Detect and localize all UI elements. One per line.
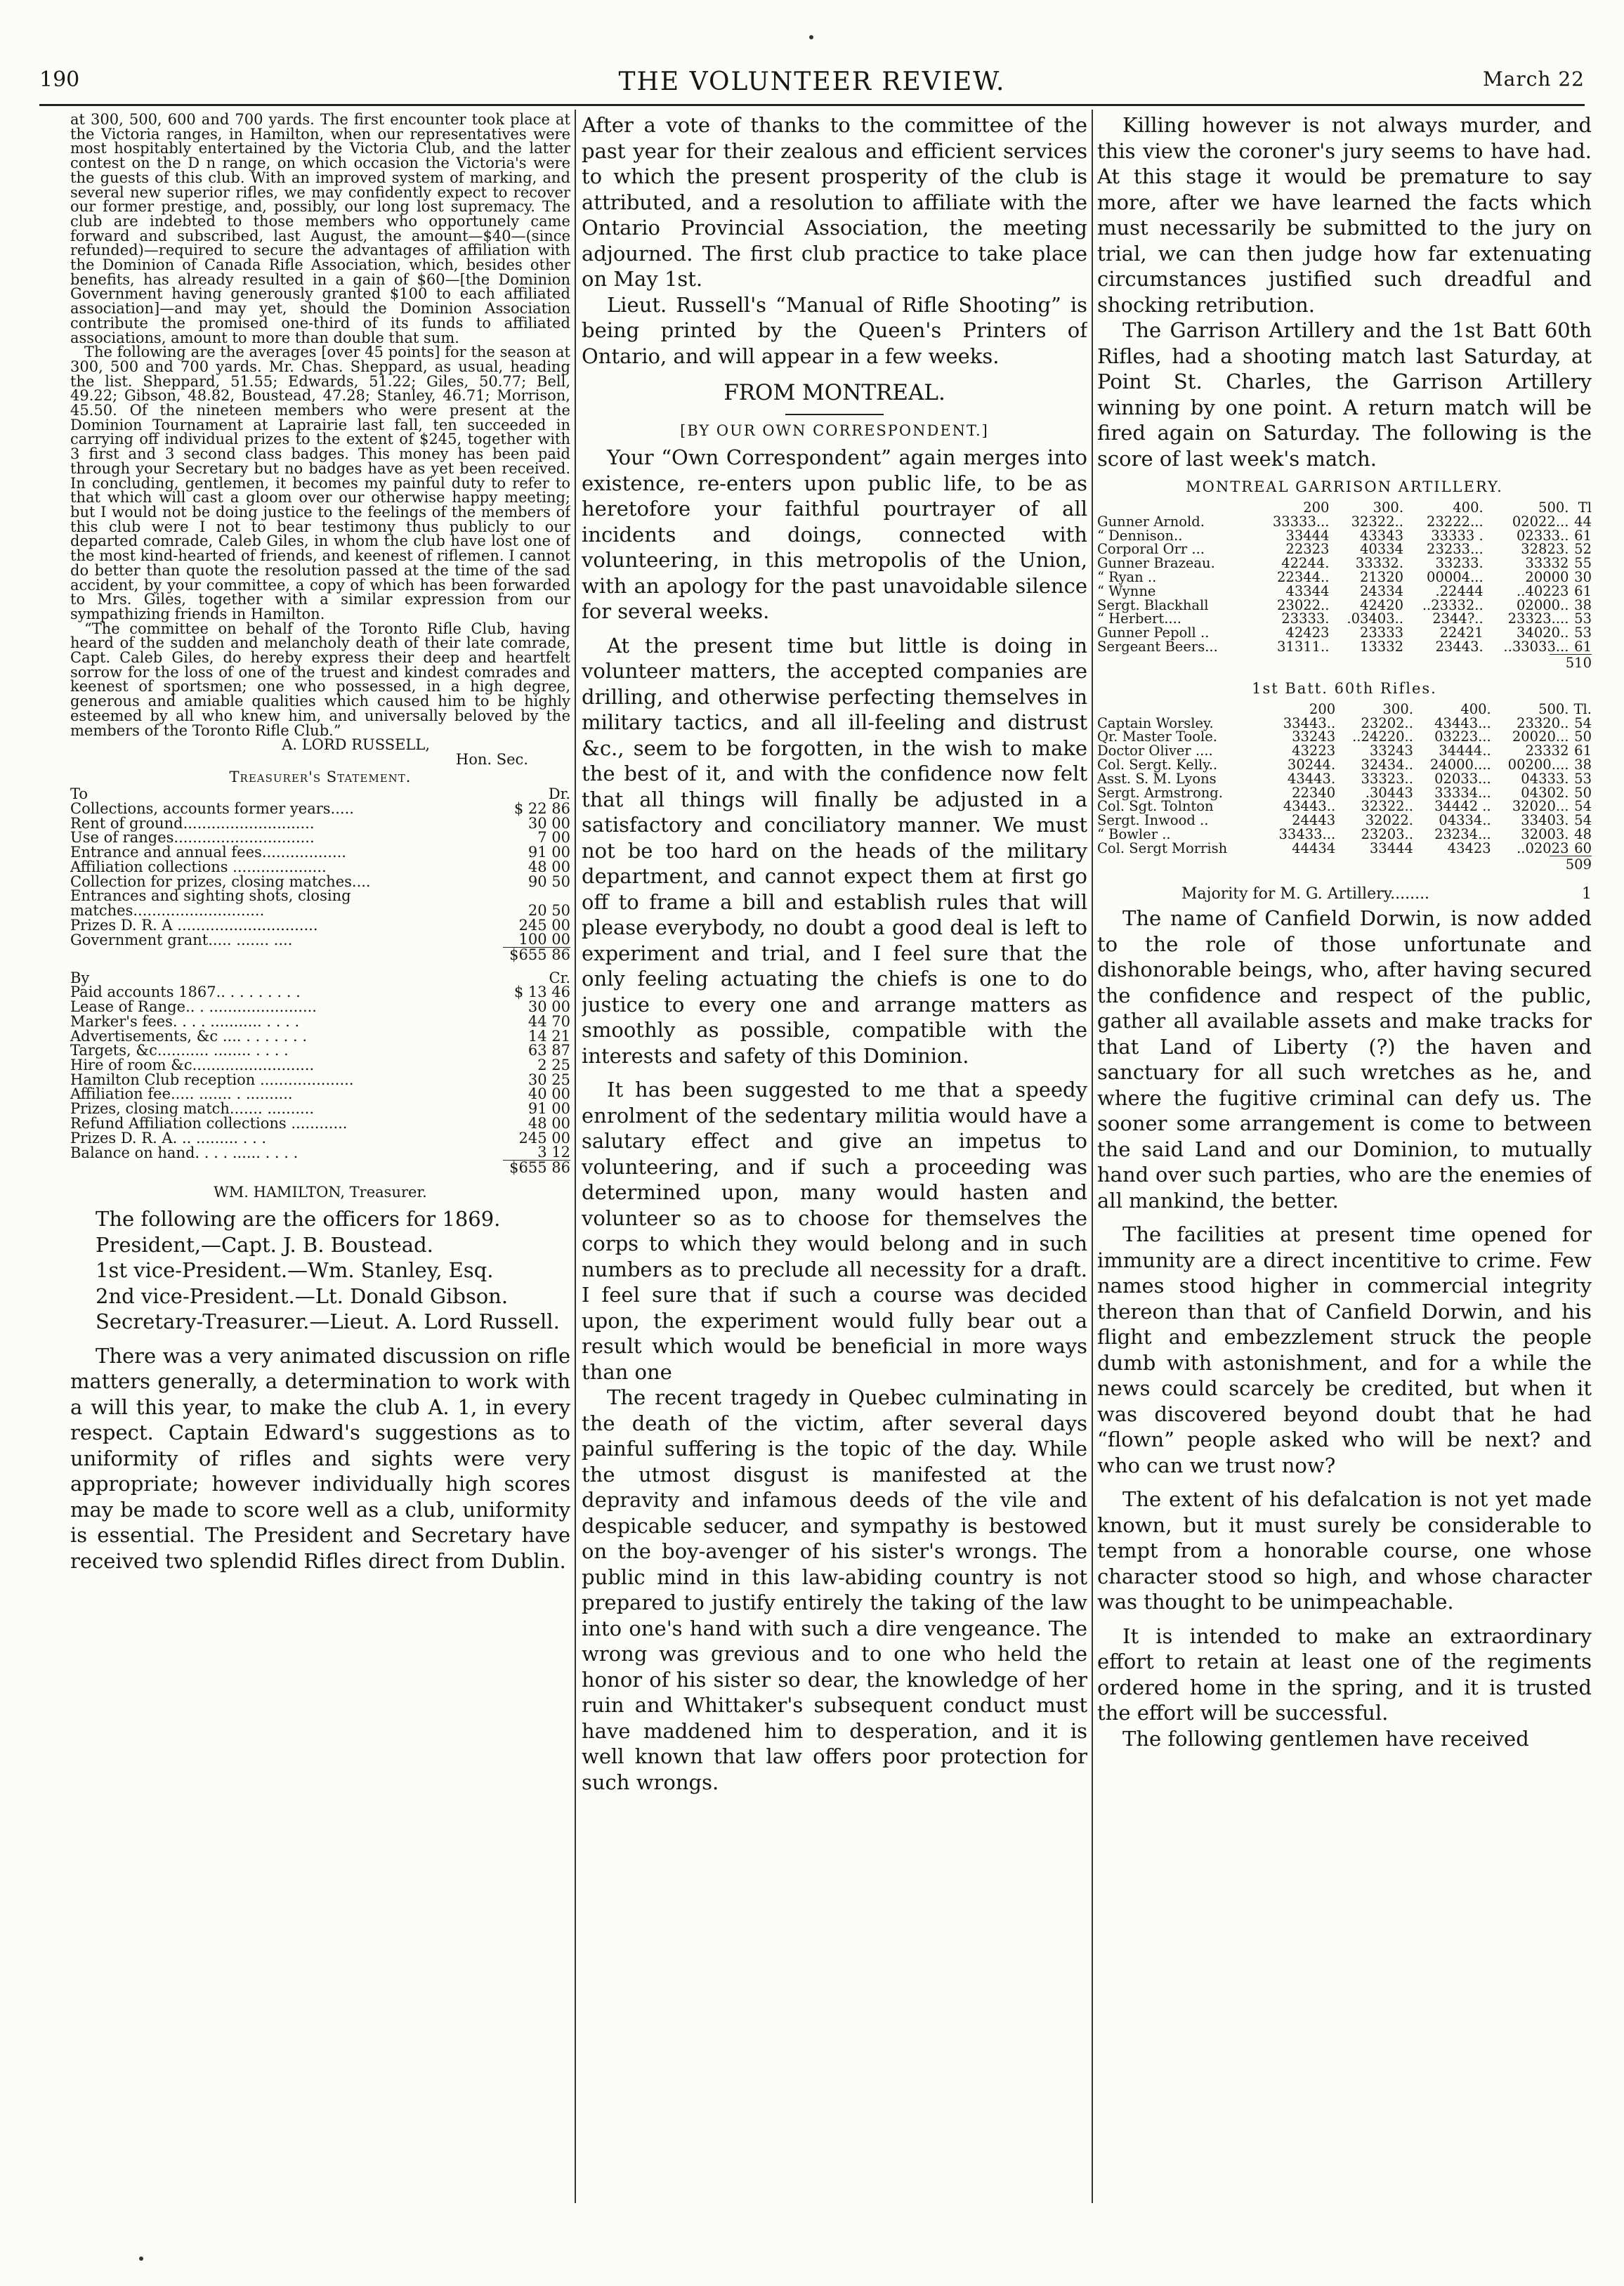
debit-row (70, 830, 570, 845)
credit-row (70, 1102, 570, 1116)
table1-score-s200: 33333... (1272, 513, 1330, 530)
table1-score-s300: .03403.. (1347, 610, 1404, 627)
credit-item: Refund Affiliation collections ............ (70, 1114, 348, 1132)
table1-score-s300: 33332. (1355, 555, 1404, 572)
table1-row (1097, 570, 1592, 584)
credit-amount: 14 21 (528, 1027, 570, 1045)
credit-amount: 44 70 (528, 1012, 570, 1030)
print-mark-top (809, 35, 813, 39)
debit-row (70, 875, 570, 889)
table2-score-s200: 33443.. (1283, 714, 1336, 731)
debit-amount: 91 00 (528, 844, 570, 861)
table2-score-s300: 23203.. (1361, 825, 1413, 842)
facilities-paragraph: The facilities at present time opened for immunity are a direct incentitive to crime. Few names stood higher in commercial integrity thereon than that of Canfield Dorwin, and his flight and embezzlement struck the people dumb with astonishment, and for a while the news could scarcely be credited, but when it was discovered beyond doubt that he had “flown” people asked who will be next? and who can we trust now? (1097, 1222, 1592, 1477)
signature-title: Hon. Sec. (455, 750, 528, 768)
table1-score-s300: 13332 (1359, 638, 1404, 655)
heading-rule (785, 414, 884, 415)
table2-score-s200: 44434 (1292, 840, 1336, 856)
table2-score-tl: 48 (1574, 825, 1592, 842)
table2-row (1097, 842, 1592, 856)
defalcation-paragraph: The extent of his defalcation is not yet made known, but it must surely be considerable to tempt from a honorable course, one whose character stood so high, and whose character was thought to be unimpeachable. (1097, 1487, 1592, 1614)
table2-score-s400: 34442 .. (1434, 798, 1491, 815)
table2-score-s200: 24443 (1292, 812, 1336, 829)
table2-title: 1st Batt. 60th Rifles. (1252, 679, 1437, 697)
table2-score-s400: 02033... (1434, 770, 1491, 787)
table1-competitor: Gunner Brazeau. (1097, 555, 1215, 572)
table1-score-s400: 23222... (1427, 513, 1484, 530)
table1-score-s200: 31311.. (1277, 638, 1330, 655)
debit-amount: 48 00 (528, 858, 570, 875)
table1-col-header: Tl (1578, 499, 1592, 516)
table2-score-s400: 03223... (1434, 729, 1491, 745)
table2-score-s500: 04333. (1521, 770, 1569, 787)
table2-competitor: Sergt. Inwood .. (1097, 812, 1209, 829)
newspaper-title: THE VOLUNTEER REVIEW. (618, 67, 1006, 96)
table1-score-s500: 02022... (1512, 513, 1569, 530)
credit-row (70, 1116, 570, 1131)
credit-row (70, 1131, 570, 1146)
table1-score-tl: 53 (1574, 625, 1592, 641)
cr-label: Cr. (549, 969, 570, 986)
table1-score-s200: 43344 (1285, 582, 1330, 599)
officers-intro: The following are the officers for 1869. (96, 1207, 501, 1232)
debit-item: Collection for prizes, closing matches.... (70, 873, 371, 890)
credit-amount: $ 13 46 (513, 984, 570, 1001)
table2-score-s300: 33323.. (1361, 770, 1413, 787)
table1-score-s500: 20000 (1525, 568, 1569, 585)
table1-col-header: 500. (1538, 499, 1569, 516)
table1-score-s200: 42244. (1281, 555, 1330, 572)
table1-score-s400: ..23332.. (1422, 596, 1484, 613)
table1-score-s400: 00004... (1427, 568, 1484, 585)
credit-row (70, 1073, 570, 1088)
militia-paragraph: It has been suggested to me that a speedy enrolment of the sedentary militia would have a salutary effect and give an impetus to volunteering, and if such a proceeding was determined upon, many would hasten and volunteer so as to choose for themselves the corps to which they would belong and in such numbers as to preclude all necessity for a draft. I feel sure that if such a course was decided upon, the experiment would fully bear out a result which would be beneficial in more ways than one (582, 1078, 1087, 1384)
credit-amount: 91 00 (528, 1100, 570, 1118)
credit-row (70, 1145, 570, 1160)
credit-amount: 30 25 (528, 1071, 570, 1088)
table1-score-s500: 23323.... (1507, 610, 1569, 627)
credit-row (70, 1043, 570, 1058)
table1-score-s200: 33444 (1285, 527, 1330, 544)
debit-row (70, 816, 570, 831)
table2-score-s300: 32022. (1365, 812, 1413, 829)
table2-row (1097, 758, 1592, 772)
table2-score-s300: .30443 (1365, 784, 1413, 801)
credit-row (70, 1029, 570, 1044)
regiments-paragraph: It is intended to make an extraordinary effort to retain at least one of the regiments ordered home in the spring, and it is trusted the effort will be successful. (1097, 1624, 1592, 1725)
table2-score-s400: 33334... (1434, 784, 1491, 801)
table1-col-header: 300. (1373, 499, 1404, 516)
table1-score-tl: 53 (1574, 610, 1592, 627)
manual-paragraph: Lieut. Russell's “Manual of Rifle Shooting” is being printed by the Queen's Printers of Ontario, and will appear in a few weeks. (582, 292, 1087, 368)
table2-score-s200: 43443. (1287, 770, 1336, 787)
resolution-quote: “The committee on behalf of the Toronto Rifle Club, having heard of the sudden and melancholy death of their late comrade, Capt. Caleb Giles, do hereby express their deep and heartfelt sorrow for the loss of one of the truest and kindest comrades and keenest of sportsmen; one who possessed, in a high degree, generous and amiable qualities which caused him to be highly esteemed by all who knew him, and universally beloved by the members of the Toronto Rifle Club.” (70, 620, 570, 739)
cr-by: By (70, 969, 90, 986)
debit-amount: 100 00 (518, 931, 570, 948)
table1-competitor: “ Herbert.... (1097, 610, 1182, 627)
debit-item: Rent of ground............................ (70, 814, 315, 832)
table1-score-s300: 24334 (1359, 582, 1404, 599)
print-mark-bottom (139, 2256, 143, 2261)
table1-competitor: “ Dennison.. (1097, 527, 1183, 544)
officers-list (70, 1232, 570, 1335)
credit-amount: 48 00 (528, 1114, 570, 1132)
treasurer-signature: WM. HAMILTON, Treasurer. (214, 1183, 427, 1201)
table1-score-s400: 23443. (1435, 638, 1484, 655)
table1-score-tl: 61 (1574, 527, 1592, 544)
table2-score-tl: 60 (1574, 840, 1592, 856)
table1-title: MONTREAL GARRISON ARTILLERY. (1186, 478, 1503, 495)
table2-total: 509 (1550, 856, 1592, 873)
table1-score-tl: 61 (1574, 638, 1592, 655)
table2-competitor: Captain Worsley. (1097, 714, 1214, 731)
table1-row (1097, 626, 1592, 640)
debit-amount: 30 00 (528, 814, 570, 832)
table2-score-s400: 43443... (1434, 714, 1491, 731)
gentlemen-paragraph: The following gentlemen have received (1122, 1726, 1529, 1751)
correspondent-paragraph: Your “Own Correspondent” again merges into existence, re-enters upon public life, to be as heretofore your faithful pourtrayer of all incidents and doings, connected with volunteering, in this metropolis of the Union, with an apology for the past unavoidable silence for several weeks. (582, 445, 1087, 623)
debit-table (70, 787, 570, 962)
credit-item: Balance on hand. . . . ...... . . . . (70, 1144, 299, 1161)
table2-score-s400: 23234... (1434, 825, 1491, 842)
table1-score-s300: 32322.. (1351, 513, 1404, 530)
table2-row (1097, 744, 1592, 758)
table2-score-s500: 23332 (1525, 743, 1569, 759)
dr-label: Dr. (548, 785, 570, 803)
table2-score-tl: 38 (1574, 756, 1592, 773)
table2-competitor: Col. Sergt. Kelly.. (1097, 756, 1218, 773)
table2-row (1097, 814, 1592, 828)
column-divider-1 (575, 110, 576, 2203)
credit-amount: 63 87 (528, 1042, 570, 1059)
table1-score-s300: 40334 (1359, 541, 1404, 558)
table2-score-s300: 32434.. (1361, 756, 1413, 773)
table1-score-s300: 23333 (1359, 625, 1404, 641)
table2-score-s400: 24000.... (1429, 756, 1491, 773)
table1-competitor: Gunner Arnold. (1097, 513, 1205, 530)
discussion-paragraph: There was a very animated discussion on rifle matters generally, a determination to work with a will this year, to make the club A. 1, in every respect. Captain Edward's suggestions as to uniformity of rifles and sights were very appropriate; however individually high scores may be made to score well as a club, uniformity is essential. The President and Secretary have received two splendid Rifles direct from Dublin. (70, 1343, 570, 1573)
credit-row (70, 1058, 570, 1073)
table1-score-tl: 55 (1574, 555, 1592, 572)
table2-score-s500: 33403. (1521, 812, 1569, 829)
table1-name-header (1097, 501, 1255, 515)
header-rule (39, 104, 1585, 106)
credit-item: Affiliation fee..... ....... . .......... (70, 1085, 293, 1103)
majority-text: Majority for M. G. Artillery........ (1181, 884, 1430, 903)
table1-score-s500: ..33033... (1503, 638, 1569, 655)
table2-score-s300: 33444 (1369, 840, 1413, 856)
table1-competitor: Sergeant Beers... (1097, 638, 1218, 655)
credit-table (70, 971, 570, 1175)
artillery-score-table (1097, 501, 1592, 654)
credit-row (70, 1000, 570, 1014)
table2-score-s200: 33433... (1278, 825, 1336, 842)
table1-row (1097, 556, 1592, 570)
debit-item: Affiliation collections .................... (70, 858, 327, 875)
table1-score-s500: 02333.. (1517, 527, 1569, 544)
column-2 (582, 112, 1087, 2220)
column-1 (70, 112, 570, 2220)
table2-score-s500: ..02023 (1517, 840, 1569, 856)
table1-score-s500: 33332 (1525, 555, 1569, 572)
credit-item: Prizes D. R. A. .. ......... . . . (70, 1129, 267, 1147)
officer-entry: Secretary-Treasurer.—Lieut. A. Lord Russell. (96, 1309, 560, 1334)
debit-row (70, 932, 570, 947)
adjournment-paragraph: After a vote of thanks to the committee of the past year for their zealous and efficient services to which the present prosperity of the club is attributed, and a resolution to affiliate with the Ontario Provincial Association, the meeting adjourned. The first club practice to take place on May 1st. (582, 113, 1087, 291)
table2-competitor: Doctor Oliver .... (1097, 743, 1213, 759)
credit-amount: 40 00 (528, 1085, 570, 1103)
table2-score-s300: 32322.. (1361, 798, 1413, 815)
debit-item: Entrances and sighting shots, closing matches............................ (70, 887, 351, 919)
credit-item: Prizes, closing match....... .......... (70, 1100, 315, 1118)
table2-row (1097, 772, 1592, 786)
table2-score-s200: 30244. (1287, 756, 1336, 773)
table2-col-header: 500. (1538, 700, 1569, 717)
table2-col-header: 400. (1460, 700, 1491, 717)
credit-item: Paid accounts 1867.. . . . . . . . . (70, 984, 301, 1001)
credit-row (70, 985, 570, 1000)
debit-row (70, 860, 570, 875)
table2-score-s500: 32003. (1521, 825, 1569, 842)
majority-value: 1 (1582, 884, 1592, 903)
column-3 (1097, 112, 1592, 2220)
debit-row (70, 918, 570, 933)
table2-score-s500: 04302. (1521, 784, 1569, 801)
table1-score-s500: 02000.. (1517, 596, 1569, 613)
byline: [BY OUR OWN CORRESPONDENT.] (680, 422, 989, 439)
debit-item: Use of ranges.............................. (70, 829, 315, 847)
table1-score-tl: 30 (1574, 568, 1592, 585)
table2-col-header: 300. (1382, 700, 1413, 717)
credit-item: Marker's fees. . . . ........... . . . . (70, 1012, 300, 1030)
debit-amount: 20 50 (528, 901, 570, 919)
table2-col-header: Tl. (1573, 700, 1592, 717)
table2-col-header: 200 (1309, 700, 1336, 717)
table2-score-s200: 43223 (1292, 743, 1336, 759)
debit-row (70, 889, 570, 917)
volunteer-matters-paragraph: At the present time but little is doing in volunteer matters, the accepted companies are drilling, and otherwise perfecting themselves in military tactics, and all ill-feeling and distrust &c., seem to be forgotten, in the wish to make the best of it, and with the confidence now felt that all things will finally be adjusted in a satisfactory and conciliatory manner. We must not be too hard on the heads of the military department, and cannot expect them at first go off to frame a bill and establish rules that will please everybody, no doubt a good deal is left to experiment and trial, and I feel sure that the only feeling actuating the chiefs is one to do justice to every one and arrange matters as smoothly as possible, compatible with the interests and safety of this Dominion. (582, 633, 1087, 1068)
table1-col-header: 400. (1453, 499, 1484, 516)
credit-item: Lease of Range.. . ....................... (70, 998, 317, 1016)
killing-paragraph: Killing however is not always murder, and this view the coroner's jury seems to have had. At this stage it would be premature to say more, after we have learned the facts which must necessarily be submitted to the jury on trial, we can then judge how far extenuating circumstances justified such dreadful and shocking retribution. (1097, 113, 1592, 317)
debit-amount: 7 00 (537, 829, 570, 847)
table1-score-tl: 52 (1574, 541, 1592, 558)
table1-competitor: Gunner Pepoll .. (1097, 625, 1210, 641)
table1-score-s500: 34020.. (1517, 625, 1569, 641)
table2-score-s200: 22340 (1292, 784, 1336, 801)
credit-item: Hire of room &c.......................... (70, 1057, 315, 1073)
signature-name: A. LORD RUSSELL, (282, 736, 430, 754)
debit-amount: $ 22 86 (513, 800, 570, 818)
table2-score-s200: 33243 (1292, 729, 1336, 745)
table1-score-s400: 2344?.. (1432, 610, 1484, 627)
table2-competitor: Sergt. Armstrong. (1097, 784, 1223, 801)
credit-total: $655 86 (503, 1160, 570, 1175)
table1-row (1097, 584, 1592, 599)
table1-competitor: “ Ryan .. (1097, 568, 1157, 585)
table2-score-s300: 33243 (1369, 743, 1413, 759)
credit-row (70, 1087, 570, 1102)
column-divider-2 (1092, 110, 1093, 2203)
credit-item: Targets, &c........... ........ . . . . (70, 1042, 289, 1059)
rifles-score-table (1097, 700, 1592, 856)
table1-competitor: Sergt. Blackhall (1097, 596, 1209, 613)
table1-competitor: Corporal Orr ... (1097, 541, 1205, 558)
table2-score-s500: 00200.... (1507, 756, 1569, 773)
debit-item: Entrance and annual fees.................. (70, 844, 346, 861)
page-number: 190 (39, 67, 80, 92)
issue-date: March 22 (1483, 67, 1585, 91)
table2-competitor: Col. Sergt Morrish (1097, 840, 1228, 856)
table1-score-s300: 42420 (1359, 596, 1404, 613)
table2-score-tl: 54 (1574, 714, 1592, 731)
table2-score-s400: 43423 (1447, 840, 1491, 856)
table2-competitor: “ Bowler .. (1097, 825, 1171, 842)
table2-score-s500: 20020... (1512, 729, 1569, 745)
table2-score-s300: 23202.. (1361, 714, 1413, 731)
table2-score-tl: 54 (1574, 798, 1592, 815)
debit-row (70, 802, 570, 816)
table2-score-tl: 53 (1574, 770, 1592, 787)
table2-name-header (1097, 703, 1263, 717)
table1-col-header: 200 (1303, 499, 1330, 516)
treasurer-heading: Treasurer's Statement. (229, 768, 412, 785)
dorwin-paragraph: The name of Canfield Dorwin, is now added to the role of those unfortunate and dishonorable beings, who, after having secured the confidence and respect of the public, gather all available assets and make tracks for that Land of Liberty (?) the haven and sanctuary for all such wretches as he, and where the fugitive criminal can defy us. The sooner some arrangement is come to between the said Land and our Dominion, to mutually hand over such parties, who are the enemies of all mankind, the better. (1097, 906, 1592, 1213)
credit-item: Advertisements, &c .... . . . . . . . (70, 1027, 308, 1045)
debit-amount: 90 50 (528, 873, 570, 890)
officer-entry: 1st vice-President.—Wm. Stanley, Esq. (96, 1258, 494, 1283)
table1-score-s400: 23233... (1427, 541, 1484, 558)
table1-row (1097, 640, 1592, 654)
debit-amount: 245 00 (518, 916, 570, 934)
table2-score-s400: 34444.. (1439, 743, 1491, 759)
debit-item: Prizes D. R. A .............................. (70, 916, 318, 934)
table1-score-s200: 22344.. (1277, 568, 1330, 585)
shooting-match-paragraph: The Garrison Artillery and the 1st Batt 60th Rifles, had a shooting match last Saturday, at Point St. Charles, the Garrison Artillery winning by one point. A return match will be fired again on Saturday. The following is the score of last week's match. (1097, 318, 1592, 471)
table1-score-s300: 21320 (1359, 568, 1404, 585)
debit-item: Collections, accounts former years..... (70, 800, 354, 818)
table1-score-s400: .22444 (1435, 582, 1484, 599)
dr-to: To (70, 785, 89, 803)
club-report-opening: at 300, 500, 600 and 700 yards. The first encounter took place at the Victoria ranges, in Hamilton, when our representatives were most hospitably entertained by the Victoria Club, and the latter contest on the D n range, on which occasion the Victoria's were the guests of this club. With an improved system of marking, and several new superior rifles, we may confidently expect to recover our former prestige, and, possibly, our long lost supremacy. The club are indebted to those members who opportunely came forward and subscribed, last August, the amount—$40—(since refunded)—required to secure the advantages of affiliation with the Dominion of Canada Rifle Association, which, besides other benefits, has already resulted in a gain of $60—[the Dominion Government having generously granted $100 to each affiliated association]—and may yet, should the Dominion Association contribute the promised one-third of its funds to affiliated associations, amount to more than double that sum. (70, 112, 570, 346)
table1-score-s200: 23333. (1281, 610, 1330, 627)
debit-total: $655 86 (503, 948, 570, 962)
table1-total: 510 (1550, 654, 1592, 672)
table2-score-s500: 23320.. (1517, 714, 1569, 731)
credit-amount: 245 00 (518, 1129, 570, 1147)
table1-row (1097, 515, 1592, 529)
table1-header-row (1097, 501, 1592, 515)
table1-score-s400: 33333 . (1431, 527, 1484, 544)
table1-score-s200: 23022.. (1277, 596, 1330, 613)
table2-competitor: Qr. Master Toole. (1097, 729, 1218, 745)
credit-amount: 3 12 (537, 1144, 570, 1161)
table2-score-s500: 32020... (1512, 798, 1569, 815)
debit-item: Government grant..... ....... .... (70, 931, 293, 948)
table2-competitor: Col. Sgt. Tolnton (1097, 798, 1214, 815)
table1-score-s400: 33233. (1435, 555, 1484, 572)
averages-paragraph: The following are the averages [over 45 points] for the season at 300, 500 and 700 yards. Mr. Chas. Sheppard, as usual, heading the list. Sheppard, 51.55; Edwards, 51.22; Giles, 50.77; Bell, 49.22; Gibson, 48.82, Boustead, 47.28; Stanley, 46.71; Morrison, 45.50. Of the nineteen members who were present at the Dominion Tournament at Laprairie last fall, ten succeeded in carrying off individual prizes to the extent of $245, together with 3 first and 3 second class badges. This money has been paid through your Secretary but no badges have as yet been received. In concluding, gentlemen, it becomes my painful duty to refer to that which will cast a gloom over our otherwise happy meeting; but I would not be doing justice to the feelings of the members of this club were I not to bear testimony thus publicly to our departed comrade, Caleb Giles, in whom the club have lost one of the most kind-hearted of friends, and keenest of riflemen. I cannot do better than quote the resolution passed at the time of the sad accident, by your committee, a copy of which has been forwarded to Mrs. Giles, together with a similar expression from our sympathizing friends in Hamilton. (70, 344, 570, 622)
table1-score-s300: 43343 (1359, 527, 1404, 544)
quebec-tragedy-paragraph: The recent tragedy in Quebec culminating in the death of the victim, after several days painful suffering is the topic of the day. While the utmost disgust is manifested at the depravity and infamous deeds of the vile and despicable seducer, and sympathy is bestowed on the boy-avenger of his sister's wrongs. The public mind in this law-abiding country is not prepared to justify entirely the taking of the law into one's hand with such a dire vengeance. The wrong was grevious and to one who held the honor of his sister so dear, the knowledge of her ruin and Whittaker's subsequent conduct must have maddened him to desperation, and it is well known that law offers poor protection for such wrongs. (582, 1385, 1087, 1794)
table1-score-s500: ..40223 (1517, 582, 1569, 599)
credit-amount: 2 25 (537, 1057, 570, 1073)
table2-row (1097, 828, 1592, 842)
officer-entry: 2nd vice-President.—Lt. Donald Gibson. (96, 1284, 509, 1308)
page-header (39, 67, 1585, 101)
table2-score-tl: 61 (1574, 743, 1592, 759)
credit-item: Hamilton Club reception .................... (70, 1071, 354, 1088)
table2-score-tl: 50 (1574, 729, 1592, 745)
officer-entry: President,—Capt. J. B. Boustead. (96, 1232, 433, 1257)
table1-score-s200: 42423 (1285, 625, 1330, 641)
table1-competitor: “ Wynne (1097, 582, 1156, 599)
table2-competitor: Asst. S. M. Lyons (1097, 770, 1217, 787)
debit-row (70, 845, 570, 860)
table1-score-tl: 61 (1574, 582, 1592, 599)
majority-line (1181, 884, 1592, 903)
table1-score-s500: 32823. (1521, 541, 1569, 558)
table2-score-s300: ..24220.. (1352, 729, 1413, 745)
table1-score-tl: 44 (1574, 513, 1592, 530)
table2-score-tl: 50 (1574, 784, 1592, 801)
section-heading: FROM MONTREAL. (723, 380, 945, 405)
table2-score-tl: 54 (1574, 812, 1592, 829)
table2-score-s400: 04334.. (1439, 812, 1491, 829)
table1-score-s400: 22421 (1439, 625, 1484, 641)
credit-row (70, 1014, 570, 1029)
table1-score-tl: 38 (1574, 596, 1592, 613)
table2-score-s200: 43443.. (1283, 798, 1336, 815)
table1-score-s200: 22323 (1285, 541, 1330, 558)
table2-header-row (1097, 703, 1592, 717)
credit-amount: 30 00 (528, 998, 570, 1016)
